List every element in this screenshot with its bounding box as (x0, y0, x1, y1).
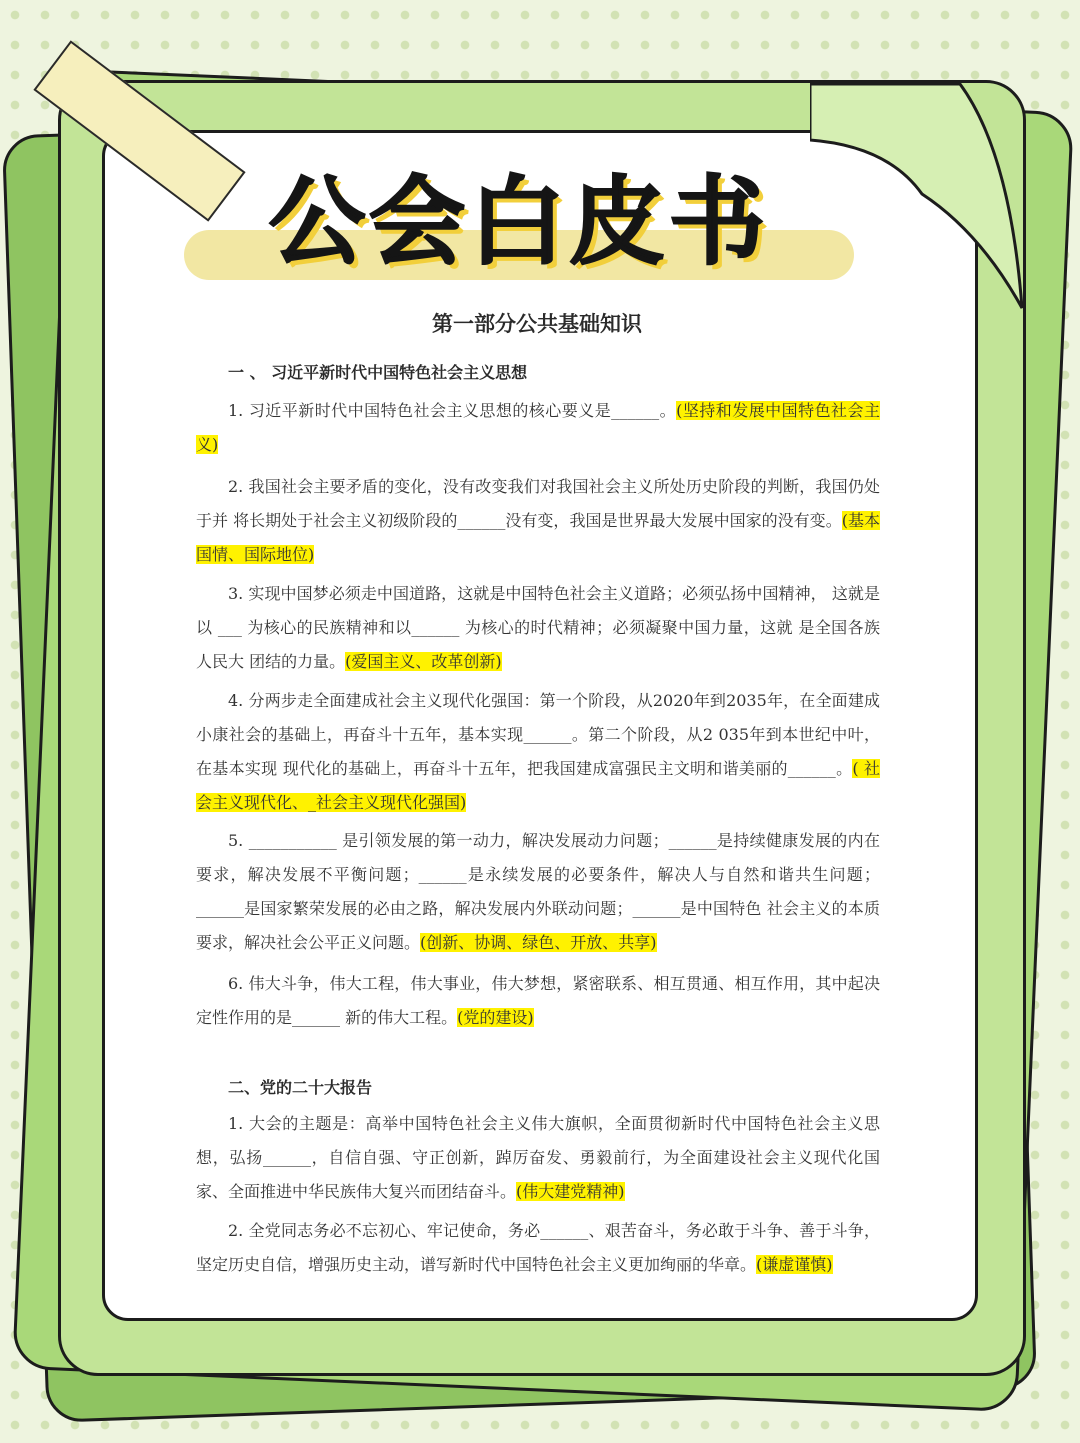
question-item (196, 684, 880, 820)
question-item (196, 577, 880, 679)
page-title: 公会白皮书 (269, 166, 769, 278)
section-heading-2: 二、党的二十大报告 (228, 1078, 373, 1097)
answer-highlight: (基本国情、国际地位) (196, 511, 880, 564)
question-text: 5. ___________ 是引领发展的第一动力，解决发展动力问题；______是持续健康发展的内在要求，解决发展不平衡问题；______是永续发展的必要条件，解决人与自然和谐共生问题；______是国家繁荣发展的必由之路，解决发展内外联动问题；______是中国特色 社会主义的本质要求，解决社会公平正义问题。 (196, 831, 880, 952)
answer-highlight: (爱国主义、改革创新) (345, 652, 502, 671)
question-item (196, 470, 880, 572)
question-text: 2. 全党同志务必不忘初心、牢记使命，务必______、艰苦奋斗，务必敢于斗争、善于斗争，坚定历史自信，增强历史主动，谱写新时代中国特色社会主义更加绚丽的华章。 (196, 1221, 880, 1274)
question-item (196, 967, 880, 1035)
question-item (196, 824, 880, 960)
question-item (196, 1107, 880, 1209)
answer-highlight: (党的建设) (457, 1008, 534, 1027)
question-item (196, 394, 880, 462)
answer-highlight: (创新、协调、绿色、开放、共享) (420, 933, 657, 952)
answer-highlight: (伟大建党精神) (516, 1182, 625, 1201)
answer-highlight: (谦虚谨慎) (756, 1255, 833, 1274)
question-text: 3. 实现中国梦必须走中国道路，这就是中国特色社会主义道路；必须弘扬中国精神， 这就是以 ___ 为核心的民族精神和以______ 为核心的时代精神；必须凝聚中国力量，这就 是全国各族人民大 团结的力量。 (196, 584, 880, 671)
section-heading-1: 一 、 习近平新时代中国特色社会主义思想 (228, 363, 528, 382)
answer-highlight: (坚持和发展中国特色社会主义) (196, 401, 880, 454)
question-text: 6. 伟大斗争，伟大工程，伟大事业，伟大梦想，紧密联系、相互贯通、相互作用，其中起决定性作用的是______ 新的伟大工程。 (196, 974, 880, 1027)
question-text: 4. 分两步走全面建成社会主义现代化强国：第一个阶段，从2020年到2035年，在全面建成小康社会的基础上，再奋斗十五年，基本实现______。第二个阶段，从2 035年到本世纪中叶，在基本实现 现代化的基础上，再奋斗十五年，把我国建成富强民主文明和谐美丽的______。 (196, 691, 880, 778)
question-text: 1. 大会的主题是：高举中国特色社会主义伟大旗帜，全面贯彻新时代中国特色社会主义思想，弘扬______，自信自强、守正创新，踔厉奋发、勇毅前行，为全面建设社会主义现代化国家、全面推进中华民族伟大复兴而团结奋斗。 (196, 1114, 880, 1201)
question-item (196, 1214, 880, 1282)
question-text: 2. 我国社会主要矛盾的变化，没有改变我们对我国社会主义所处历史阶段的判断，我国仍处于并 将长期处于社会主义初级阶段的______没有变，我国是世界最大发展中国家的没有变。 (196, 477, 880, 530)
answer-highlight: ( 社会主义现代化、_社会主义现代化强国) (196, 759, 880, 812)
title-banner (184, 168, 854, 286)
question-text: 1. 习近平新时代中国特色社会主义思想的核心要义是______。 (228, 401, 677, 420)
part-title: 第一部分公共基础知识 (432, 311, 642, 336)
